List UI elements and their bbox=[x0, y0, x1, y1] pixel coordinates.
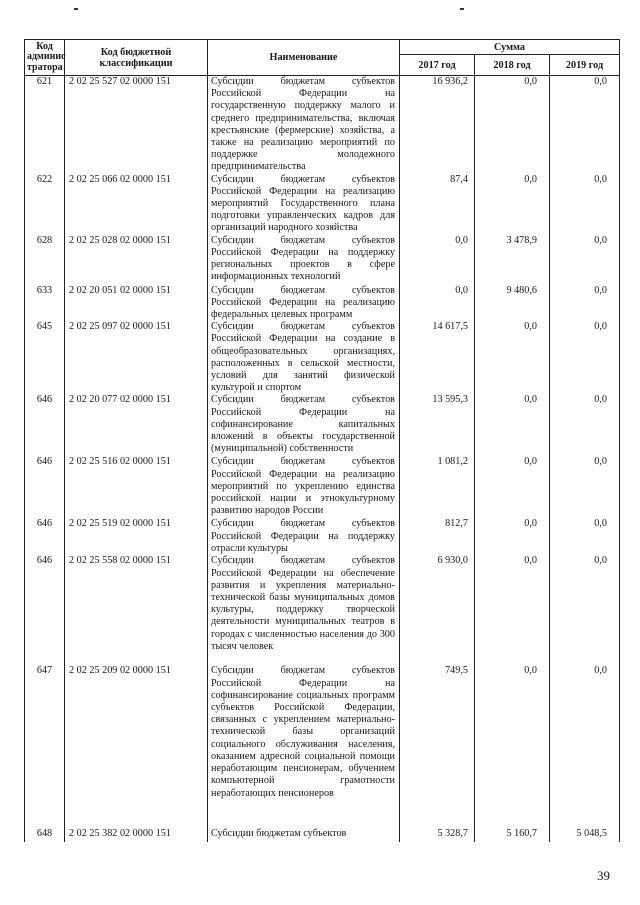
table-row bbox=[25, 174, 620, 235]
name-cell: Субсидии бюджетам субъектов Российской Федерации на поддержку региональных проектов в сфере информационных технологий bbox=[208, 235, 400, 285]
name-cell: Субсидии бюджетам субъектов Российской Федерации на реализацию мероприятий по укреплению единства российской нации и этнокультурному развитию народов России bbox=[208, 456, 400, 518]
header-budget-code: Код бюджетной классификации bbox=[65, 40, 208, 76]
table-row bbox=[25, 76, 620, 174]
admin-code-cell: 646 bbox=[25, 555, 65, 665]
value-2019: 0,0 bbox=[550, 321, 620, 394]
kbk-cell: 2 02 25 527 02 0000 151 bbox=[65, 76, 208, 174]
value-2018: 3 478,9 bbox=[475, 235, 550, 285]
value-2019: 0,0 bbox=[550, 235, 620, 285]
admin-code-cell: 621 bbox=[25, 76, 65, 174]
value-2017: 1 081,2 bbox=[400, 456, 475, 518]
header-sum: Сумма bbox=[400, 40, 620, 55]
table-row bbox=[25, 828, 620, 842]
value-2019: 0,0 bbox=[550, 665, 620, 828]
header-year-2018: 2018 год bbox=[475, 55, 550, 76]
value-2017: 0,0 bbox=[400, 235, 475, 285]
value-2017: 812,7 bbox=[400, 518, 475, 555]
header-year-2017: 2017 год bbox=[400, 55, 475, 76]
table-row bbox=[25, 518, 620, 555]
value-2018: 0,0 bbox=[475, 555, 550, 665]
name-cell: Субсидии бюджетам субъектов Российской Федерации на софинансирование социальных программ субъектов Российской Федерации, связанных с укреплением материально-технической базы организаций социального обслуживания населения, оказанием адресной социальной помощи неработающим пенсионерам, обучением компьютерной грамотности неработающих пенсионеров bbox=[208, 665, 400, 828]
value-2019: 0,0 bbox=[550, 518, 620, 555]
admin-code-cell: 633 bbox=[25, 285, 65, 322]
admin-code-cell: 647 bbox=[25, 665, 65, 828]
value-2018: 0,0 bbox=[475, 456, 550, 518]
kbk-cell: 2 02 25 209 02 0000 151 bbox=[65, 665, 208, 828]
value-2017: 87,4 bbox=[400, 174, 475, 235]
admin-code-cell: 648 bbox=[25, 828, 65, 842]
table-row bbox=[25, 555, 620, 665]
admin-code-cell: 628 bbox=[25, 235, 65, 285]
value-2018: 0,0 bbox=[475, 665, 550, 828]
name-cell: Субсидии бюджетам субъектов Российской Федерации на реализацию федеральных целевых программ bbox=[208, 285, 400, 322]
kbk-cell: 2 02 25 516 02 0000 151 bbox=[65, 456, 208, 518]
value-2017: 0,0 bbox=[400, 285, 475, 322]
value-2018: 0,0 bbox=[475, 518, 550, 555]
kbk-cell: 2 02 20 051 02 0000 151 bbox=[65, 285, 208, 322]
table-row bbox=[25, 456, 620, 518]
value-2017: 14 617,5 bbox=[400, 321, 475, 394]
name-cell: Субсидии бюджетам субъектов Российской Федерации на обеспечение развития и укрепления материально-технической базы муниципальных домов культуры, поддержку творческой деятельности муниципальных театров в городах с численностью населения до 300 тысяч человек bbox=[208, 555, 400, 665]
page-number: 39 bbox=[597, 868, 610, 883]
table-row bbox=[25, 285, 620, 322]
value-2019: 5 048,5 bbox=[550, 828, 620, 842]
value-2017: 16 936,2 bbox=[400, 76, 475, 174]
name-cell: Субсидии бюджетам субъектов Российской Федерации на реализацию мероприятий Государственного плана подготовки управленческих кадров для организаций народного хозяйства bbox=[208, 174, 400, 235]
admin-code-cell: 646 bbox=[25, 394, 65, 456]
value-2018: 5 160,7 bbox=[475, 828, 550, 842]
name-cell: Субсидии бюджетам субъектов Российской Федерации на поддержку отрасли культуры bbox=[208, 518, 400, 555]
value-2017: 13 595,3 bbox=[400, 394, 475, 456]
budget-table bbox=[24, 39, 620, 842]
value-2019: 0,0 bbox=[550, 394, 620, 456]
value-2019: 0,0 bbox=[550, 555, 620, 665]
header-name: Наименование bbox=[208, 40, 400, 76]
scan-mark-left bbox=[74, 8, 78, 10]
kbk-cell: 2 02 20 077 02 0000 151 bbox=[65, 394, 208, 456]
admin-code-cell: 646 bbox=[25, 518, 65, 555]
admin-code-cell: 645 bbox=[25, 321, 65, 394]
value-2018: 0,0 bbox=[475, 174, 550, 235]
value-2019: 0,0 bbox=[550, 174, 620, 235]
name-cell: Субсидии бюджетам субъектов bbox=[208, 828, 400, 842]
kbk-cell: 2 02 25 558 02 0000 151 bbox=[65, 555, 208, 665]
value-2019: 0,0 bbox=[550, 285, 620, 322]
kbk-cell: 2 02 25 066 02 0000 151 bbox=[65, 174, 208, 235]
table-row bbox=[25, 665, 620, 828]
kbk-cell: 2 02 25 097 02 0000 151 bbox=[65, 321, 208, 394]
table-row bbox=[25, 321, 620, 394]
value-2017: 5 328,7 bbox=[400, 828, 475, 842]
value-2018: 0,0 bbox=[475, 76, 550, 174]
value-2018: 0,0 bbox=[475, 394, 550, 456]
name-cell: Субсидии бюджетам субъектов Российской Федерации на государственную поддержку малого и среднего предпринимательства, включая крестьянские (фермерские) хозяйства, а также на реализацию мероприятий по поддержке молодежного предпринимательства bbox=[208, 76, 400, 174]
table-row bbox=[25, 394, 620, 456]
header-admin-code: Код админис тратора bbox=[25, 40, 65, 76]
scan-mark-right bbox=[460, 8, 464, 10]
name-cell: Субсидии бюджетам субъектов Российской Федерации на создание в общеобразовательных организациях, расположенных в сельской местности, условий для занятий физической культурой и спортом bbox=[208, 321, 400, 394]
kbk-cell: 2 02 25 519 02 0000 151 bbox=[65, 518, 208, 555]
value-2019: 0,0 bbox=[550, 76, 620, 174]
value-2018: 9 480,6 bbox=[475, 285, 550, 322]
value-2019: 0,0 bbox=[550, 456, 620, 518]
name-cell: Субсидии бюджетам субъектов Российской Федерации на софинансирование капитальных вложений в объекты государственной (муниципальной) собственности bbox=[208, 394, 400, 456]
kbk-cell: 2 02 25 028 02 0000 151 bbox=[65, 235, 208, 285]
header-year-2019: 2019 год bbox=[550, 55, 620, 76]
table-row bbox=[25, 235, 620, 285]
admin-code-cell: 622 bbox=[25, 174, 65, 235]
value-2017: 6 930,0 bbox=[400, 555, 475, 665]
value-2017: 749,5 bbox=[400, 665, 475, 828]
kbk-cell: 2 02 25 382 02 0000 151 bbox=[65, 828, 208, 842]
value-2018: 0,0 bbox=[475, 321, 550, 394]
admin-code-cell: 646 bbox=[25, 456, 65, 518]
